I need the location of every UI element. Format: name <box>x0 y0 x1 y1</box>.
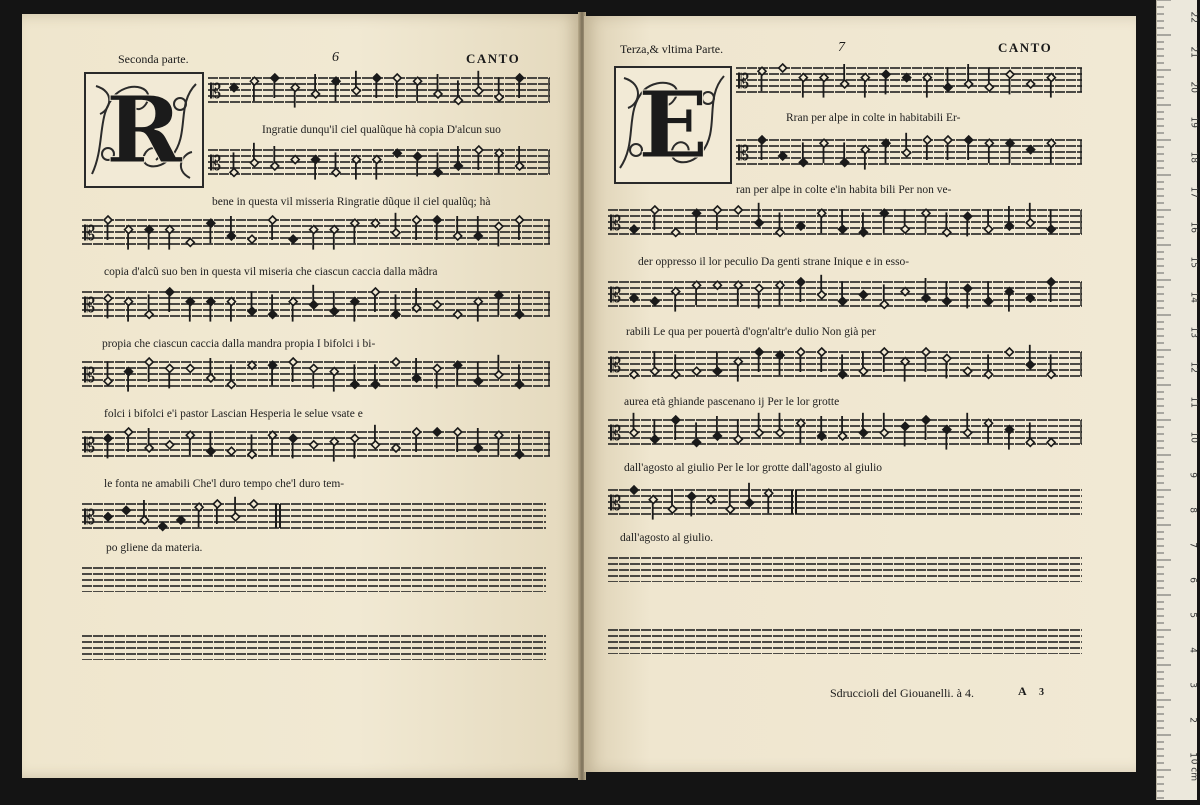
note-head <box>166 288 174 312</box>
note-head <box>122 506 130 514</box>
lyric-line: Rran per alpe in colte in habitabili Er- <box>786 112 961 124</box>
note-head <box>630 413 638 437</box>
note-head <box>820 139 828 163</box>
note-head <box>755 284 763 308</box>
note-head <box>672 416 680 440</box>
note-head <box>159 522 167 530</box>
note-head <box>859 291 867 299</box>
note-head <box>985 209 993 233</box>
note-head <box>433 216 441 240</box>
note-head <box>901 209 909 233</box>
note-head <box>1006 139 1014 163</box>
note-head <box>289 434 297 458</box>
empty-staff-4 <box>608 624 1082 654</box>
note-head <box>104 513 112 521</box>
note-head <box>351 434 359 458</box>
staff-notation <box>208 144 550 184</box>
note-head <box>839 209 847 233</box>
note-head <box>1047 209 1055 233</box>
clef-icon: 𝄡 <box>84 221 96 245</box>
music-staff <box>82 356 550 404</box>
signature-mark <box>1018 684 1044 699</box>
note-head <box>454 310 462 318</box>
right-voice-label: CANTO <box>998 40 1053 55</box>
lyric-line: aurea età ghiande pascenano ij Per le lor grotte <box>624 396 840 408</box>
ruler-label: 13 <box>1188 326 1198 338</box>
note-head <box>734 206 742 214</box>
note-head <box>414 152 422 176</box>
music-staff <box>208 144 550 192</box>
note-head <box>1006 70 1014 94</box>
note-head <box>351 219 359 243</box>
staff-notation <box>82 214 550 254</box>
note-head <box>495 77 503 101</box>
note-head <box>985 139 993 163</box>
note-head <box>104 216 112 240</box>
note-head <box>818 348 826 372</box>
music-staff <box>608 414 1082 462</box>
note-head <box>779 152 787 160</box>
note-head <box>797 348 805 372</box>
music-staff <box>82 286 550 334</box>
note-head <box>1047 278 1055 302</box>
ruler-label: 10 <box>1188 431 1198 443</box>
note-head <box>393 74 401 98</box>
note-head <box>250 143 258 167</box>
note-head <box>758 136 766 160</box>
note-head <box>186 238 194 246</box>
lyric-line: rabili Le qua per pouertà d'ogn'altr'e dulio Non già per <box>626 326 876 338</box>
ruler-unit-label: 0 cm <box>1188 758 1198 781</box>
note-head <box>1005 348 1013 356</box>
ruler-label: 8 <box>1188 507 1198 513</box>
note-head <box>651 206 659 230</box>
note-head <box>923 136 931 160</box>
staff-notation <box>608 346 1082 386</box>
music-staff <box>82 426 550 474</box>
note-head <box>818 275 826 299</box>
note-head <box>310 364 318 388</box>
note-head <box>818 209 826 233</box>
note-head <box>227 447 235 455</box>
clef-icon: 𝄡 <box>610 353 622 377</box>
note-head <box>475 146 483 170</box>
staff-notation <box>736 62 1082 102</box>
ruler-label: 16 <box>1188 221 1198 233</box>
staff-notation <box>82 286 550 326</box>
music-staff <box>608 204 1082 252</box>
lyric-line: folci i bifolci e'i pastor Lascian Hesperia le selue vsate e <box>104 408 363 420</box>
note-head <box>413 428 421 452</box>
note-head <box>207 219 215 243</box>
clef-icon: 𝄡 <box>610 211 622 235</box>
note-head <box>880 348 888 372</box>
note-head <box>713 206 721 230</box>
note-head <box>693 367 701 375</box>
note-head <box>859 413 867 437</box>
note-head <box>269 216 277 240</box>
ruler-label: 2 <box>1188 717 1198 723</box>
lyric-line: propia che ciascun caccia dalla mandra propia I bifolci i bi- <box>102 338 376 350</box>
note-head <box>965 136 973 160</box>
right-footer-title: Sdruccioli del Giouanelli. à 4. <box>830 686 974 700</box>
music-staff <box>608 346 1082 394</box>
note-head <box>104 294 112 318</box>
empty-staff-lines <box>608 624 1082 654</box>
signature-number: 3 <box>1039 687 1045 698</box>
music-staff <box>82 498 546 546</box>
note-head <box>414 77 422 101</box>
ruler-label: 21 <box>1188 46 1198 58</box>
note-head <box>1026 345 1034 369</box>
clef-icon: 𝄡 <box>84 293 96 317</box>
staff-notation <box>736 134 1082 174</box>
note-head <box>392 358 400 366</box>
left-header-part: Seconda parte. <box>118 52 189 66</box>
ruler-label: 4 <box>1188 647 1198 653</box>
note-head <box>1027 80 1035 88</box>
note-head <box>413 216 421 240</box>
note-head <box>755 413 763 437</box>
note-head <box>1047 139 1055 163</box>
note-head <box>964 413 972 437</box>
note-head <box>495 222 503 246</box>
initial-letter-e: E <box>637 71 709 179</box>
note-head <box>651 297 659 305</box>
note-head <box>310 441 318 449</box>
note-head <box>289 235 297 243</box>
empty-staff-lines <box>82 562 546 592</box>
staff-notation <box>208 72 550 112</box>
note-head <box>186 364 194 372</box>
note-head <box>516 74 524 98</box>
note-head <box>373 74 381 98</box>
note-head <box>630 486 638 494</box>
right-page-number: 7 <box>838 40 845 55</box>
note-head <box>758 67 766 91</box>
note-head <box>922 348 930 372</box>
note-head <box>392 213 400 237</box>
note-head <box>166 441 174 449</box>
staff-notation <box>82 498 546 538</box>
music-staff <box>736 134 1082 182</box>
ruler-label: 18 <box>1188 151 1198 163</box>
clef-icon: 𝄡 <box>610 283 622 307</box>
left-page <box>22 14 580 778</box>
clef-icon: 𝄡 <box>610 491 622 515</box>
ruler-label: 7 <box>1188 542 1198 548</box>
note-head <box>332 77 340 101</box>
ruler-label: 6 <box>1188 577 1198 583</box>
signature-letter: A <box>1018 684 1027 698</box>
music-staff <box>608 484 1082 532</box>
note-head <box>630 370 638 378</box>
lyric-line: dall'agosto al giulio Per le lor grotte dall'agosto al giulio <box>624 462 883 474</box>
note-head <box>371 425 379 449</box>
note-head <box>248 235 256 243</box>
empty-staff-3 <box>608 552 1082 582</box>
note-head <box>755 203 763 227</box>
note-head <box>964 212 972 236</box>
note-head <box>630 225 638 233</box>
note-head <box>232 497 240 521</box>
right-header-part: Terza,& vltima Parte. <box>620 42 724 56</box>
note-head <box>672 228 680 236</box>
clef-icon: 𝄡 <box>610 421 622 445</box>
note-head <box>250 77 258 101</box>
note-head <box>495 149 503 173</box>
note-head <box>433 428 441 436</box>
note-head <box>779 64 787 72</box>
note-head <box>746 483 754 507</box>
note-head <box>495 355 503 379</box>
note-head <box>104 434 112 458</box>
note-head <box>289 358 297 382</box>
note-head <box>944 136 952 160</box>
note-head <box>985 67 993 91</box>
ruler-label: 17 <box>1188 186 1198 198</box>
clef-icon: 𝄡 <box>210 79 222 103</box>
initial-letter-r: R <box>105 76 183 184</box>
note-head <box>776 413 784 437</box>
clef-icon: 𝄡 <box>210 151 222 175</box>
music-staff <box>208 72 550 120</box>
note-head <box>882 70 890 94</box>
note-head <box>213 500 221 524</box>
note-head <box>964 367 972 375</box>
ruler-label: 19 <box>1188 116 1198 128</box>
empty-staff-lines <box>82 630 546 660</box>
note-head <box>922 209 930 233</box>
music-staff <box>608 276 1082 324</box>
left-decorated-initial <box>84 72 204 188</box>
note-head <box>475 71 483 95</box>
empty-staff-1 <box>82 562 546 592</box>
note-head <box>922 416 930 440</box>
note-head <box>310 285 318 309</box>
measurement-ruler <box>1156 0 1197 800</box>
ruler-label: 22 <box>1188 11 1198 23</box>
note-head <box>433 364 441 388</box>
lyric-line: bene in questa vil misseria Ringratie dũque il ciel qualũq; hà <box>212 196 491 208</box>
ruler-label: 9 <box>1188 472 1198 478</box>
ruler-label: 14 <box>1188 291 1198 303</box>
note-head <box>688 492 696 516</box>
lyric-line: Ingratie dunqu'il ciel qualũque hà copia D'alcun suo <box>262 124 501 136</box>
staff-notation <box>608 276 1082 316</box>
staff-notation <box>608 204 1082 244</box>
note-head <box>882 139 890 163</box>
clef-icon: 𝄡 <box>84 505 96 529</box>
ruler-label: 11 <box>1188 396 1198 408</box>
left-page-number: 6 <box>332 50 339 65</box>
note-head <box>515 216 523 240</box>
note-head <box>271 74 279 98</box>
staff-notation <box>82 356 550 396</box>
music-staff <box>736 62 1082 110</box>
ruler-label: 12 <box>1188 361 1198 373</box>
left-voice-label: CANTO <box>466 51 521 66</box>
clef-icon: 𝄡 <box>84 363 96 387</box>
note-head <box>944 67 952 91</box>
empty-staff-2 <box>82 630 546 660</box>
right-page <box>584 16 1136 772</box>
ruler-label: 15 <box>1188 256 1198 268</box>
note-head <box>964 284 972 308</box>
lyric-line: ran per alpe in colte e'in habita bili Per non ve- <box>736 184 952 196</box>
ruler-label: 3 <box>1188 682 1198 688</box>
clef-icon: 𝄡 <box>84 433 96 457</box>
note-head <box>755 348 763 372</box>
ruler-label: 5 <box>1188 612 1198 618</box>
ruler-label: 20 <box>1188 81 1198 93</box>
note-head <box>433 301 441 309</box>
staff-notation <box>608 414 1082 454</box>
note-head <box>166 364 174 388</box>
lyric-line: le fonta ne amabili Che'l duro tempo che'l duro tem- <box>104 478 345 490</box>
note-head <box>903 133 911 157</box>
note-head <box>1026 203 1034 227</box>
note-head <box>693 209 701 233</box>
clef-icon: 𝄡 <box>738 141 750 165</box>
note-head <box>797 278 805 302</box>
note-head <box>371 288 379 312</box>
note-head <box>125 428 133 452</box>
note-head <box>145 358 153 382</box>
note-head <box>901 422 909 446</box>
ruler-label: 1 <box>1188 752 1198 758</box>
clef-icon: 𝄡 <box>738 69 750 93</box>
note-head <box>943 354 951 378</box>
staff-notation <box>82 426 550 466</box>
empty-staff-lines <box>608 552 1082 582</box>
note-head <box>1047 438 1055 446</box>
note-head <box>454 428 462 452</box>
note-head <box>797 222 805 230</box>
lyric-line: der oppresso il lor peculio Da genti strane Inique e in esso- <box>638 256 910 268</box>
lyric-line: po gliene da materia. <box>106 542 203 554</box>
note-head <box>880 413 888 437</box>
staff-notation <box>608 484 1082 524</box>
note-head <box>250 500 258 508</box>
note-head <box>880 209 888 233</box>
right-decorated-initial <box>614 66 732 184</box>
lyric-line: dall'agosto al giulio. <box>620 532 714 544</box>
note-head <box>352 71 360 95</box>
music-staff <box>82 214 550 262</box>
lyric-line: copia d'alcũ suo ben in questa vil miseria che ciascun caccia dalla mãdra <box>104 266 438 278</box>
